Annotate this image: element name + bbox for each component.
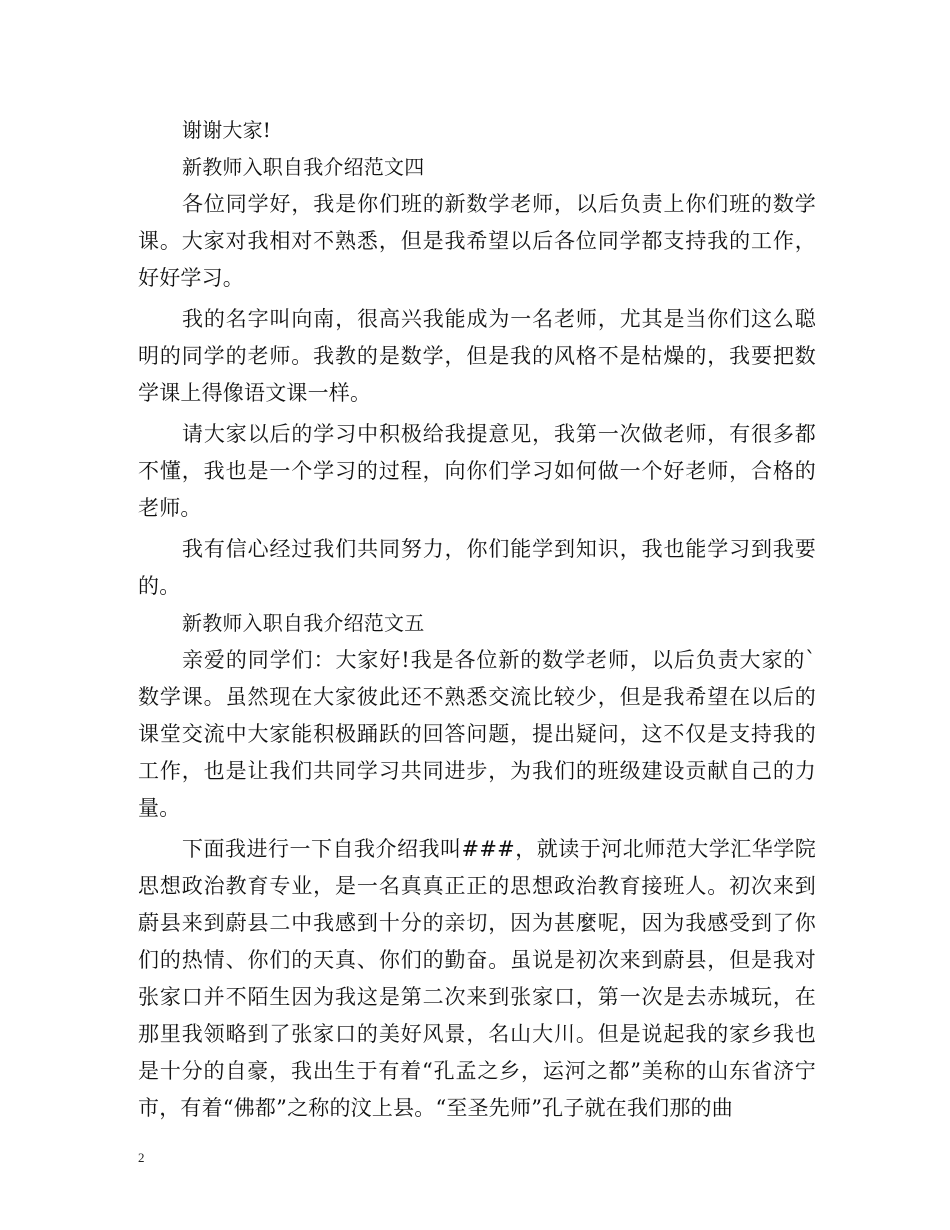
section-heading-5: 新教师入职自我介绍范文五	[182, 611, 425, 635]
paragraph: 我的名字叫向南，很高兴我能成为一名老师，尤其是当你们这么聪明的同学的老师。我教的是数学，但是我的风格不是枯燥的，我要把数学课上得像语文课一样。	[138, 307, 816, 405]
document-body	[138, 112, 816, 1127]
paragraph: 各位同学好，我是你们班的新数学老师，以后负责上你们班的数学课。大家对我相对不熟悉，但是我希望以后各位同学都支持我的工作，好好学习。	[138, 192, 816, 290]
paragraph: 我有信心经过我们共同努力，你们能学到知识，我也能学习到我要的。	[138, 537, 816, 598]
paragraph: 亲爱的同学们：大家好!我是各位新的数学老师，以后负责大家的`数学课。虽然现在大家彼此还不熟悉交流比较少，但是我希望在以后的课堂交流中大家能积极踊跃的回答问题，提出疑问，这不仅是支持我的工作，也是让我们共同学习共同进步，为我们的班级建设贡献自己的力量。	[138, 648, 816, 820]
paragraph: 下面我进行一下自我介绍我叫###，就读于河北师范大学汇华学院思想政治教育专业，是一名真真正正的思想政治教育接班人。初次来到蔚县来到蔚县二中我感到十分的亲切，因为甚麼呢，因为我感受到了你们的热情、你们的天真、你们的勤奋。虽说是初次来到蔚县，但是我对张家口并不陌生因为我这是第二次来到张家口，第一次是去赤城玩，在那里我领略到了张家口的美好风景，名山大川。但是说起我的家乡我也是十分的自豪，我出生于有着“孔孟之乡，运河之都”美称的山东省济宁市，有着“佛都”之称的汶上县。“至圣先师”孔子就在我们那的曲	[138, 837, 816, 1120]
paragraph: 请大家以后的学习中积极给我提意见，我第一次做老师，有很多都不懂，我也是一个学习的过程，向你们学习如何做一个好老师，合格的老师。	[138, 422, 816, 520]
closing-line: 谢谢大家!	[182, 118, 272, 142]
section-heading-4: 新教师入职自我介绍范文四	[182, 155, 425, 179]
page-number: 2	[138, 1150, 145, 1165]
